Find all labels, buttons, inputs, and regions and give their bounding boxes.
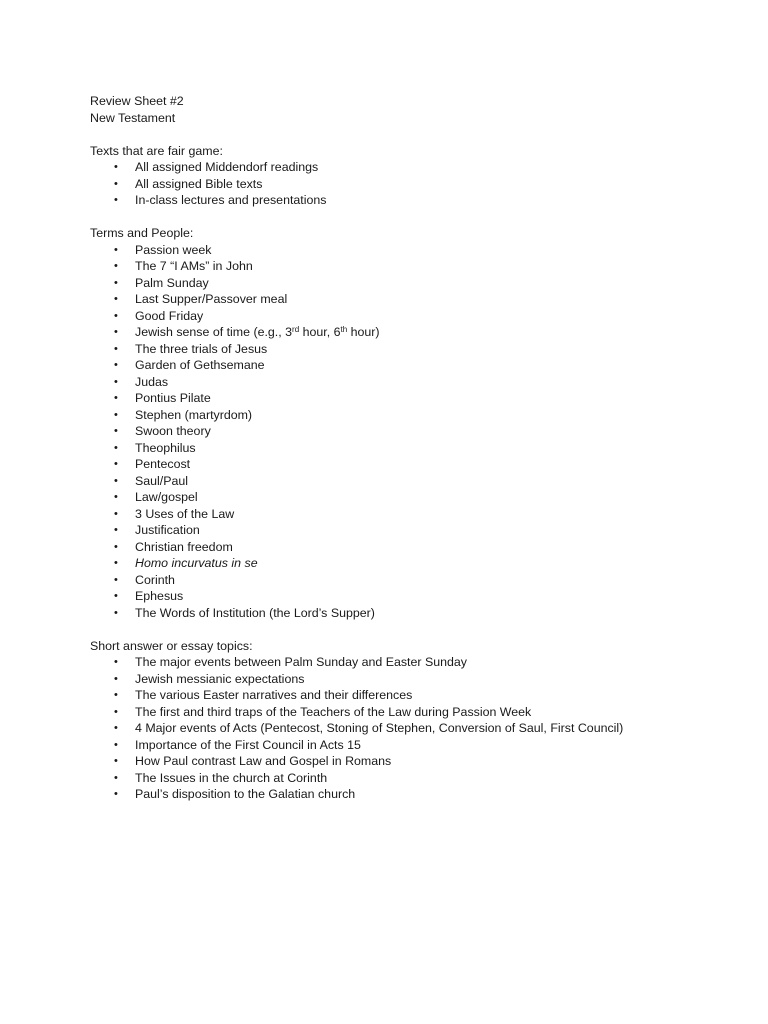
list-item-text: hour, 6 — [299, 325, 341, 339]
bullet-icon: • — [114, 243, 118, 256]
essays-list-item — [90, 737, 730, 754]
terms-list-item — [90, 506, 730, 523]
essays-list-item — [90, 654, 730, 671]
bullet-icon: • — [114, 177, 118, 190]
terms-list-item — [90, 374, 730, 391]
list-item-text: Jewish messianic expectations — [135, 671, 305, 686]
document-body — [90, 93, 730, 803]
terms-list-item — [90, 308, 730, 325]
essays-list-item — [90, 704, 730, 721]
terms-list-item — [90, 489, 730, 506]
bullet-icon: • — [114, 491, 118, 503]
list-item-text: Good Friday — [135, 308, 204, 323]
bullet-icon: • — [114, 573, 118, 586]
bullet-icon: • — [114, 326, 118, 338]
list-item-text: The Issues in the church at Corinth — [135, 770, 328, 785]
bullet-icon: • — [114, 342, 118, 355]
bullet-icon: • — [114, 689, 118, 701]
list-item-text: All assigned Bible texts — [135, 176, 263, 191]
bullet-icon: • — [114, 606, 118, 619]
bullet-icon: • — [114, 788, 118, 800]
bullet-icon: • — [114, 656, 118, 668]
list-item-text: The three trials of Jesus — [135, 341, 268, 356]
bullet-icon: • — [114, 771, 118, 784]
bullet-icon: • — [114, 359, 118, 371]
terms-list-item — [90, 522, 730, 539]
terms-list-item — [90, 341, 730, 358]
terms-list-item — [90, 423, 730, 440]
list-item-text: Stephen (martyrdom) — [135, 407, 253, 422]
section-heading-texts: Texts that are fair game: — [90, 143, 223, 158]
list-item-text: How Paul contrast Law and Gospel in Romans — [135, 754, 392, 768]
terms-list-item — [90, 357, 730, 374]
list-item-text: Pentecost — [135, 457, 191, 471]
list-item-text: Importance of the First Council in Acts 15 — [135, 737, 361, 752]
list-item-text: Pontius Pilate — [135, 391, 211, 405]
terms-list-item — [90, 572, 730, 589]
list-item-text: 4 Major events of Acts (Pentecost, Stoning of Stephen, Conversion of Saul, First Council) — [135, 721, 624, 735]
bullet-icon: • — [114, 540, 118, 553]
bullet-icon: • — [114, 408, 118, 421]
terms-list-item — [90, 407, 730, 424]
texts-list-item — [90, 159, 730, 176]
list-item-text: Ephesus — [135, 589, 184, 603]
bullet-icon: • — [114, 458, 118, 470]
list-item-text: Garden of Gethsemane — [135, 358, 265, 372]
superscript: rd — [292, 325, 300, 334]
list-item-text: Corinth — [135, 572, 175, 587]
bullet-icon: • — [114, 276, 118, 289]
texts-list-item — [90, 192, 730, 209]
terms-list-item — [90, 242, 730, 259]
list-item-text: The various Easter narratives and their differences — [135, 688, 413, 702]
terms-list — [90, 242, 730, 622]
bullet-icon: • — [114, 293, 118, 305]
spacer — [90, 209, 730, 226]
list-item-text: All assigned Middendorf readings — [135, 160, 319, 174]
bullet-icon: • — [114, 672, 118, 685]
essays-list-item — [90, 720, 730, 737]
terms-list-item — [90, 456, 730, 473]
bullet-icon: • — [114, 194, 118, 206]
list-item-text: Judas — [135, 374, 169, 389]
list-item-text: Swoon theory — [135, 424, 211, 438]
essays-list-item — [90, 753, 730, 770]
essays-list-item — [90, 770, 730, 787]
bullet-icon: • — [114, 309, 118, 322]
section-heading-essays: Short answer or essay topics: — [90, 638, 253, 653]
essays-list-item — [90, 671, 730, 688]
list-item-text: Paul’s disposition to the Galatian church — [135, 787, 356, 801]
terms-list-item — [90, 588, 730, 605]
terms-list-item — [90, 473, 730, 490]
terms-list-item — [90, 324, 730, 341]
list-item-text: Last Supper/Passover meal — [135, 292, 288, 306]
list-item-text: Jewish sense of time (e.g., 3 — [135, 325, 293, 339]
bullet-icon: • — [114, 392, 118, 404]
essays-list-item — [90, 687, 730, 704]
list-item-text: In-class lectures and presentations — [135, 193, 327, 207]
doc-subtitle: New Testament — [90, 110, 176, 125]
bullet-icon: • — [114, 507, 118, 520]
list-item-text: Passion week — [135, 242, 212, 257]
list-item-text: Law/gospel — [135, 490, 198, 504]
bullet-icon: • — [114, 590, 118, 602]
section-heading-terms: Terms and People: — [90, 226, 194, 240]
essays-list — [90, 654, 730, 803]
superscript: th — [340, 325, 348, 334]
list-item-text: Saul/Paul — [135, 473, 189, 488]
terms-list-item — [90, 291, 730, 308]
spacer — [90, 126, 730, 143]
bullet-icon: • — [114, 441, 118, 454]
texts-list-item — [90, 176, 730, 193]
bullet-icon: • — [114, 557, 118, 569]
terms-list-item — [90, 440, 730, 457]
bullet-icon: • — [114, 705, 118, 718]
bullet-icon: • — [114, 375, 118, 388]
list-item-text: The first and third traps of the Teachers of the Law during Passion Week — [135, 704, 532, 719]
spacer — [90, 621, 730, 638]
list-item-text: Theophilus — [135, 440, 196, 455]
bullet-icon: • — [114, 738, 118, 751]
list-item-text: 3 Uses of the Law — [135, 506, 235, 521]
bullet-icon: • — [114, 755, 118, 767]
bullet-icon: • — [114, 474, 118, 487]
list-item-text: Christian freedom — [135, 539, 233, 554]
doc-title: Review Sheet #2 — [90, 94, 184, 108]
bullet-icon: • — [114, 425, 118, 437]
terms-list-item — [90, 605, 730, 622]
bullet-icon: • — [114, 260, 118, 272]
list-item-text: Justification — [135, 523, 200, 537]
terms-list-item — [90, 539, 730, 556]
list-item-text: Homo incurvatus in se — [135, 556, 258, 570]
list-item-text: hour) — [347, 325, 380, 339]
bullet-icon: • — [114, 722, 118, 734]
terms-list-item — [90, 275, 730, 292]
list-item-text: Palm Sunday — [135, 275, 209, 290]
list-item-text: The major events between Palm Sunday and Easter Sunday — [135, 655, 467, 669]
list-item-text: The 7 “I AMs” in John — [135, 259, 253, 273]
bullet-icon: • — [114, 161, 118, 173]
terms-list-item — [90, 258, 730, 275]
essays-list-item — [90, 786, 730, 803]
list-item-text: The Words of Institution (the Lord’s Supper) — [135, 605, 375, 620]
terms-list-item — [90, 390, 730, 407]
texts-list — [90, 159, 730, 209]
bullet-icon: • — [114, 524, 118, 536]
terms-list-item — [90, 555, 730, 572]
